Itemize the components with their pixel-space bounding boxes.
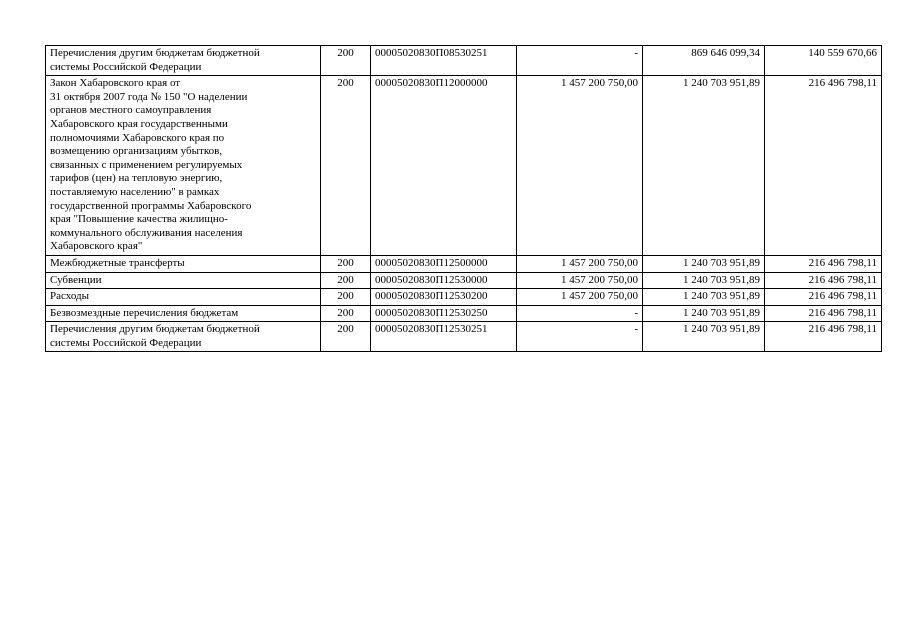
expense-name-cell: Перечисления другим бюджетам бюджетной системы Российской Федерации <box>46 322 321 352</box>
executed-amount-cell: 1 240 703 951,89 <box>643 272 765 289</box>
approved-amount-cell: - <box>517 322 643 352</box>
table-row <box>46 272 882 289</box>
classification-code-cell: 00005020830П12530250 <box>371 305 517 322</box>
classification-code-cell: 00005020830П12530251 <box>371 322 517 352</box>
unexecuted-amount-cell: 140 559 670,66 <box>765 46 882 76</box>
table-row <box>46 289 882 306</box>
executed-amount-cell: 869 646 099,34 <box>643 46 765 76</box>
approved-amount-cell: 1 457 200 750,00 <box>517 272 643 289</box>
classification-code-cell: 00005020830П12530200 <box>371 289 517 306</box>
executed-amount-cell: 1 240 703 951,89 <box>643 305 765 322</box>
classification-code-cell: 00005020830П08530251 <box>371 46 517 76</box>
budget-execution-table <box>45 45 882 352</box>
table-row <box>46 46 882 76</box>
table-row <box>46 322 882 352</box>
line-code-cell: 200 <box>321 322 371 352</box>
executed-amount-cell: 1 240 703 951,89 <box>643 322 765 352</box>
approved-amount-cell: 1 457 200 750,00 <box>517 289 643 306</box>
classification-code-cell: 00005020830П12500000 <box>371 255 517 272</box>
unexecuted-amount-cell: 216 496 798,11 <box>765 305 882 322</box>
line-code-cell: 200 <box>321 255 371 272</box>
unexecuted-amount-cell: 216 496 798,11 <box>765 76 882 256</box>
line-code-cell: 200 <box>321 46 371 76</box>
approved-amount-cell: 1 457 200 750,00 <box>517 255 643 272</box>
executed-amount-cell: 1 240 703 951,89 <box>643 255 765 272</box>
expense-name-cell: Субвенции <box>46 272 321 289</box>
line-code-cell: 200 <box>321 289 371 306</box>
expense-name-cell: Безвозмездные перечисления бюджетам <box>46 305 321 322</box>
table-row <box>46 255 882 272</box>
line-code-cell: 200 <box>321 76 371 256</box>
line-code-cell: 200 <box>321 305 371 322</box>
executed-amount-cell: 1 240 703 951,89 <box>643 289 765 306</box>
unexecuted-amount-cell: 216 496 798,11 <box>765 255 882 272</box>
expense-name-cell: Расходы <box>46 289 321 306</box>
approved-amount-cell: 1 457 200 750,00 <box>517 76 643 256</box>
table-row <box>46 76 882 256</box>
unexecuted-amount-cell: 216 496 798,11 <box>765 272 882 289</box>
expense-name-cell: Закон Хабаровского края от 31 октября 2007 года № 150 "О наделении органов местного самоуправления Хабаровского края государственными полномочиями Хабаровского края по возмещению организациям убытков, связанных с применением регулируемых тарифов (цен) на тепловую энергию, поставляемую населению" в рамках государственной программы Хабаровского края "Повышение качества жилищно- коммунального обслуживания населения Хабаровского края" <box>46 76 321 256</box>
approved-amount-cell: - <box>517 305 643 322</box>
classification-code-cell: 00005020830П12530000 <box>371 272 517 289</box>
expense-name-cell: Межбюджетные трансферты <box>46 255 321 272</box>
table-row <box>46 305 882 322</box>
unexecuted-amount-cell: 216 496 798,11 <box>765 322 882 352</box>
expense-name-cell: Перечисления другим бюджетам бюджетной системы Российской Федерации <box>46 46 321 76</box>
classification-code-cell: 00005020830П12000000 <box>371 76 517 256</box>
unexecuted-amount-cell: 216 496 798,11 <box>765 289 882 306</box>
approved-amount-cell: - <box>517 46 643 76</box>
line-code-cell: 200 <box>321 272 371 289</box>
executed-amount-cell: 1 240 703 951,89 <box>643 76 765 256</box>
